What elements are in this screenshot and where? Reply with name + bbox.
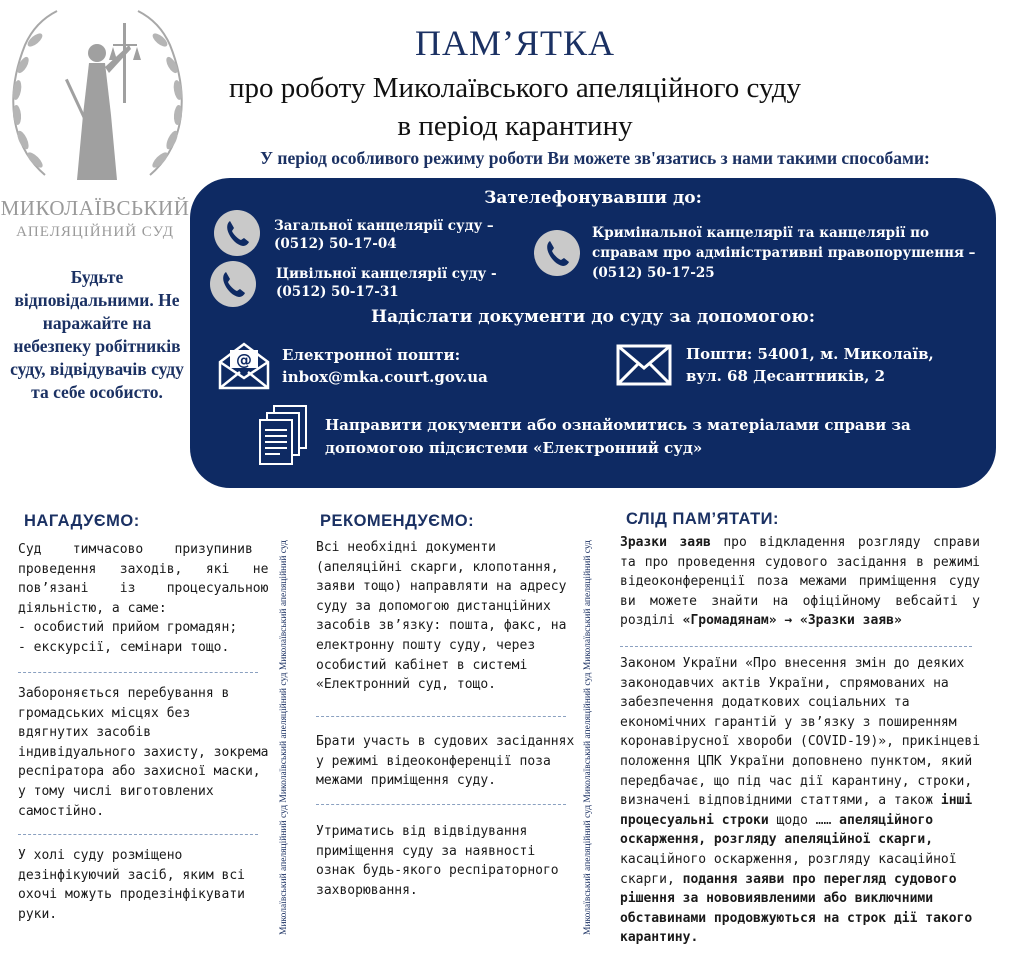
phone-civil-number[interactable]: (0512) 50-17-31 [276, 284, 399, 300]
phone-heading: Зателефонувавши до: [484, 188, 702, 208]
post-address-line2: вул. 68 Десантників, 2 [686, 367, 886, 385]
ecourt-text-line1: Направити документи або ознайомитись з матеріалами справи за [325, 416, 911, 434]
page-subtitle-line2: в період карантину [397, 110, 633, 142]
recommend-paragraph-2: Брати участь в судових засіданнях у режимі відеоконференції поза межами приміщення суду. [316, 734, 575, 789]
responsibility-warning: Будьте відповідальними. Не наражайте на небезпеку робітників суду, відвідувачів суду та себе особисто. [10, 267, 184, 402]
contact-panel [190, 178, 996, 488]
post-address-line1: Пошти: 54001, м. Миколаїв, [686, 345, 934, 363]
page-subtitle-line1: про роботу Миколаївського апеляційного суду [229, 72, 801, 104]
remind-paragraph-3: У холі суду розміщено дезінфікуючий засіб, яким всі охочі можуть продезінфікувати руки. [18, 848, 245, 922]
intro-text: У період особливого режиму роботи Ви можете зв'язатись з нами такими способами: [260, 148, 930, 168]
email-address[interactable]: inbox@mka.court.gov.ua [282, 368, 488, 386]
svg-text:@: @ [236, 350, 252, 369]
divider [316, 804, 566, 805]
remind-heading: НАГАДУЄМО: [24, 512, 140, 530]
page-title: ПАМ’ЯТКА [415, 23, 616, 63]
phone-criminal-label-2: справам про адміністративні правопорушення – [592, 245, 976, 261]
remind-paragraph-1: Суд тимчасово призупинив проведення заходів, які не пов’язані із процесуальною діяльністю, а саме: - особистий прийом громадян; - екскурсії, семінари тощо. [18, 542, 269, 655]
remember-paragraph-1: Зразки заяв про відкладення розгляду справи та про проведення судового засідання в режимі відеоконференції поза межами приміщення суду ви можете знайти на офіційному вебсайті у розділі «Громадянам» → «Зразки заяв» [620, 535, 981, 629]
remember-heading: СЛІД ПАМ’ЯТАТИ: [626, 510, 780, 528]
docs-heading: Надіслати документи до суду за допомогою: [371, 307, 815, 327]
recommend-heading: РЕКОМЕНДУЄМО: [320, 512, 475, 530]
logo-name-line1: МИКОЛАЇВСЬКИЙ [0, 196, 190, 220]
phone-icon [534, 230, 580, 276]
divider [18, 672, 258, 673]
ecourt-text-line2[interactable]: допомогою підсистеми «Електронний суд» [325, 439, 703, 457]
email-icon [218, 340, 270, 394]
envelope-icon [616, 344, 672, 390]
side-watermark: Миколаївський апеляційний суд Миколаївський апеляційний суд Миколаївський апеляційний суд [583, 540, 593, 935]
logo-name-line2: АПЕЛЯЦІЙНИЙ СУД [16, 224, 174, 240]
phone-civil-label: Цивільної канцелярії суду - [276, 266, 497, 282]
phone-criminal-number[interactable]: (0512) 50-17-25 [592, 265, 715, 281]
phone-icon [214, 210, 260, 256]
documents-icon [258, 404, 310, 470]
phone-general-number[interactable]: (0512) 50-17-04 [274, 236, 397, 252]
divider [18, 834, 258, 835]
remind-paragraph-2: Забороняється перебування в громадських місцях без вдягнутих засобів індивідуального захисту, зокрема респіратора або захисної маски, у тому числі виготовлених самостійно. [18, 686, 269, 819]
remember-paragraph-2: Законом України «Про внесення змін до деяких законодавчих актів України, спрямованих на забезпечення додаткових соціальних та економічних гарантій у зв’язку з поширенням коронавірусної хвороби (COVID-19)», прикінцеві положення ЦПК України доповнено пунктом, який передбачає, що під час дії карантину, строки, визначені відповідними статтями, а також інші процесуальні строки щодо …… апеляційного оскарження, розгляду апеляційної скарги, касаційного оскарження, розгляду касаційної скарги, подання заяви про перегляд судового рішення за нововиявленими або виключними обставинами продовжуються на строк дії такого карантину. [620, 656, 981, 946]
phone-icon [210, 261, 256, 307]
email-label: Електронної пошти: [282, 346, 461, 364]
recommend-paragraph-1: Всі необхідні документи (апеляційні скарги, клопотання, заяви тощо) направляти на адресу суду за допомогою дистанційних засобів зв’язку: пошта, факс, на електронну пошту суду, через особистий кабінет в системі «Електронний суд, тощо. [316, 540, 567, 693]
divider [316, 716, 566, 717]
divider [620, 646, 972, 647]
samples-link[interactable]: «Громадянам» → «Зразки заяв» [682, 613, 902, 629]
phone-criminal-label-1: Кримінальної канцелярії та канцелярії по [592, 225, 929, 241]
recommend-paragraph-3: Утриматись від відвідування приміщення суду за наявності ознак будь-якого респіраторного захворювання. [316, 824, 559, 898]
phone-general-label: Загальної канцелярії суду – [274, 218, 494, 234]
side-watermark: Миколаївський апеляційний суд Миколаївський апеляційний суд Миколаївський апеляційний суд [279, 540, 289, 935]
